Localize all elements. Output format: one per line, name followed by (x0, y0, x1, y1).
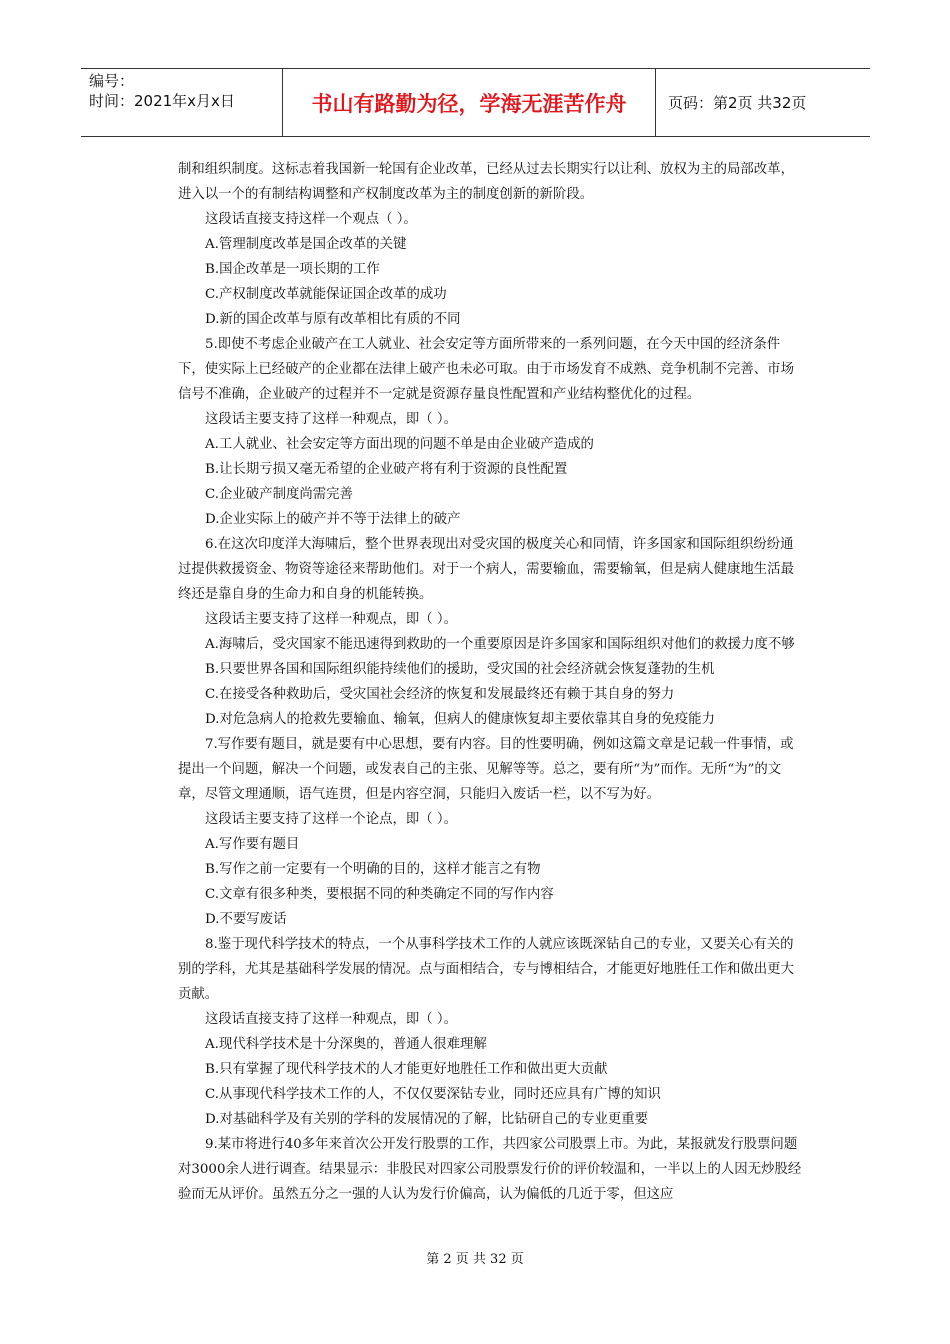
answer-option: D.不要写废话 (205, 912, 287, 927)
answer-option: D.对危急病人的抢救先要输血、输氧，但病人的健康恢复却主要依靠其自身的免疫能力 (205, 712, 715, 727)
header-page-number: 页码：第2页 共32页 (668, 94, 807, 112)
question-stem: 这段话主要支持了这样一种观点，即（ ）。 (205, 412, 457, 427)
paragraph: 制和组织制度。这标志着我国新一轮国有企业改革，已经从过去长期实行以让利、放权为主的局部改革，进入以一个的有制结构调整和产权制度改革为主的制度创新的新阶段。 (178, 162, 794, 202)
document-date-label: 时间：2021年x月x日 (89, 92, 235, 110)
question-paragraph: 7.写作要有题目，就是要有中心思想，要有内容。目的性要明确，例如这篇文章是记载一件事情，或提出一个问题，解决一个问题，或发表自己的主张、见解等等。总之，要有所“为”而作。无所“为”的文章，尽管文理通顺，语气连贯，但是内容空洞，只能归入废话一栏，以不写为好。 (178, 737, 794, 802)
answer-option: C.文章有很多种类，要根据不同的种类确定不同的写作内容 (205, 887, 554, 902)
answer-option: A.管理制度改革是国企改革的关键 (205, 237, 407, 252)
answer-option: D.企业实际上的破产并不等于法律上的破产 (205, 512, 461, 527)
question-stem: 这段话主要支持了这样一个论点，即（ ）。 (205, 812, 457, 827)
header-motto: 书山有路勤为径，学海无涯苦作舟 (283, 69, 656, 136)
question-stem: 这段话主要支持了这样一种观点，即（ ）。 (205, 612, 457, 627)
answer-option: A.写作要有题目 (205, 837, 300, 852)
document-body (178, 157, 806, 1207)
answer-option: B.只有掌握了现代科学技术的人才能更好地胜任工作和做出更大贡献 (205, 1062, 608, 1077)
answer-option: A.现代科学技术是十分深奥的，普通人很难理解 (205, 1037, 487, 1052)
answer-option: D.新的国企改革与原有改革相比有质的不同 (205, 312, 461, 327)
answer-option: D.对基础科学及有关别的学科的发展情况的了解，比钻研自己的专业更重要 (205, 1112, 649, 1127)
question-paragraph: 5.即使不考虑企业破产在工人就业、社会安定等方面所带来的一系列问题，在今天中国的经济条件下，使实际上已经破产的企业都在法律上破产也未必可取。由于市场发育不成熟、竞争机制不完善、市场信号不准确，企业破产的过程并不一定就是资源存量良性配置和产业结构整优化的过程。 (178, 337, 794, 402)
document-number-label: 编号： (89, 72, 135, 90)
answer-option: B.国企改革是一项长期的工作 (205, 262, 380, 277)
answer-option: C.在接受各种救助后，受灾国社会经济的恢复和发展最终还有赖于其自身的努力 (205, 687, 675, 702)
answer-option: A.工人就业、社会安定等方面出现的问题不单是由企业破产造成的 (205, 437, 594, 452)
answer-option: B.让长期亏损又毫无希望的企业破产将有利于资源的良性配置 (205, 462, 568, 477)
question-paragraph: 8.鉴于现代科学技术的特点，一个从事科学技术工作的人就应该既深钻自己的专业，又要关心有关的别的学科，尤其是基础科学发展的情况。点与面相结合，专与博相结合，才能更好地胜任工作和做出更大贡献。 (178, 937, 794, 1002)
question-paragraph: 6.在这次印度洋大海啸后，整个世界表现出对受灾国的极度关心和同情，许多国家和国际组织纷纷通过提供救援资金、物资等途径来帮助他们。对于一个病人，需要输血，需要输氧，但是病人健康地生活最终还是靠自身的生命力和自身的机能转换。 (178, 537, 794, 602)
answer-option: C.从事现代科学技术工作的人，不仅仅要深钻专业，同时还应具有广博的知识 (205, 1087, 661, 1102)
question-stem: 这段话直接支持了这样一种观点，即（ ）。 (205, 1012, 457, 1027)
answer-option: C.产权制度改革就能保证国企改革的成功 (205, 287, 447, 302)
answer-option: A.海啸后，受灾国家不能迅速得到救助的一个重要原因是许多国家和国际组织对他们的救援力度不够 (205, 637, 795, 652)
page-footer: 第 2 页 共 32 页 (426, 1252, 524, 1267)
page-header (81, 68, 870, 137)
question-stem: 这段话直接支持这样一个观点（ ）。 (205, 212, 417, 227)
answer-option: B.写作之前一定要有一个明确的目的，这样才能言之有物 (205, 862, 541, 877)
question-paragraph: 9.某市将进行40多年来首次公开发行股票的工作，共四家公司股票上市。为此，某报就发行股票问题对3000余人进行调查。结果显示：非股民对四家公司股票发行价的评价较温和，一半以上的人因无炒股经验而无从评价。虽然五分之一强的人认为发行价偏高，认为偏低的几近于零，但这应 (178, 1137, 802, 1202)
answer-option: C.企业破产制度尚需完善 (205, 487, 353, 502)
answer-option: B.只要世界各国和国际组织能持续他们的援助，受灾国的社会经济就会恢复蓬勃的生机 (205, 662, 715, 677)
header-meta (81, 69, 283, 136)
